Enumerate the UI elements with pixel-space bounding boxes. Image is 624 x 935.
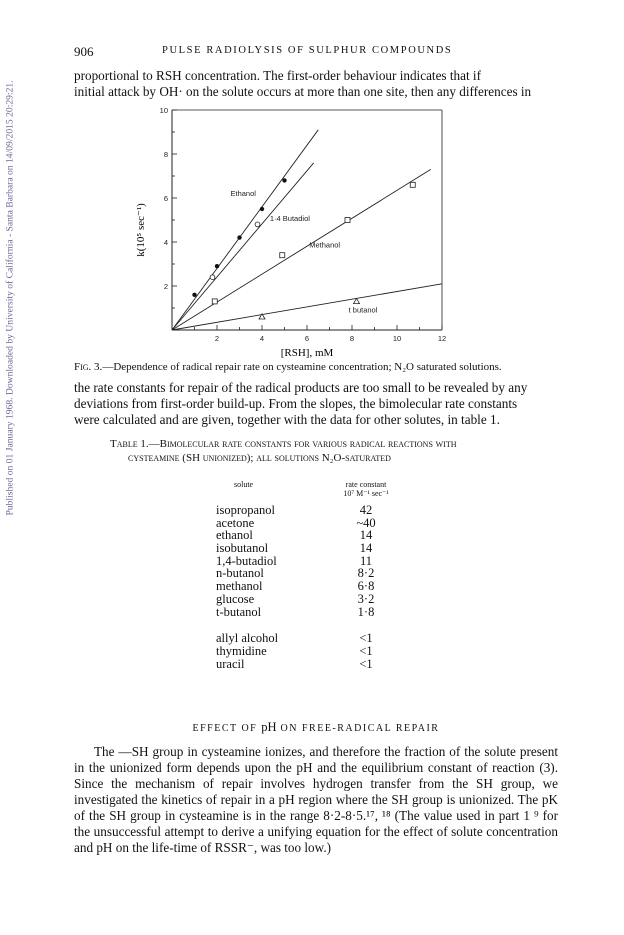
data-point: [255, 222, 260, 227]
y-tick-label: 8: [163, 150, 168, 159]
x-tick-label: 4: [259, 334, 265, 343]
table-row: [216, 580, 416, 593]
table-body-b: [216, 632, 416, 670]
caption-text: —Dependence of radical repair rate on cysteamine concentration; N₂O saturated solutions.: [102, 361, 502, 373]
section-heading-ph: pH: [261, 720, 277, 734]
x-tick-label: 2: [214, 334, 220, 343]
solute-name: ethanol: [216, 528, 253, 543]
y-tick-label: 10: [159, 106, 168, 115]
solute-name: thymidine: [216, 643, 267, 658]
data-point: [192, 293, 196, 297]
rate-value: 8·2: [357, 566, 375, 581]
section-heading-post: ON FREE-RADICAL REPAIR: [276, 723, 440, 734]
data-point: [282, 178, 286, 182]
rate-value: 14: [359, 528, 373, 543]
y-tick-label: 4: [163, 238, 168, 247]
x-tick-label: 12: [437, 334, 447, 343]
column-header-solute: solute: [234, 480, 254, 489]
series-label: 1·4 Butadiol: [269, 214, 310, 224]
y-axis-label: k(10⁵ sec⁻¹): [135, 203, 147, 257]
data-point: [215, 264, 219, 268]
download-watermark: Published on 01 January 1968. Downloaded by University of California - Santa Barbara on 14/09/2015 20:29:21.: [4, 80, 16, 516]
text-line: were calculated and are given, together with the data for other solutes, in table 1.: [74, 412, 500, 427]
fit-line: [172, 284, 442, 330]
rate-chart: [120, 100, 460, 358]
rate-value: 3·2: [357, 591, 375, 606]
table-row: [216, 606, 416, 619]
rate-value: 6·8: [357, 579, 375, 594]
solute-name: t-butanol: [216, 604, 262, 619]
data-point: [212, 299, 217, 304]
figure-caption: [74, 361, 558, 374]
rate-units: 10⁷ M⁻¹ sec⁻¹: [343, 489, 389, 498]
solute-name: 1,4-butadiol: [216, 553, 277, 568]
rate-table: [216, 480, 416, 670]
solute-name: acetone: [216, 515, 255, 530]
data-point: [280, 253, 285, 258]
rate-value: <1: [359, 643, 373, 658]
caption-lead: Fig. 3.: [74, 361, 103, 373]
rate-value: 1·8: [357, 604, 375, 619]
data-point: [345, 218, 350, 223]
column-header-rate: [331, 480, 401, 498]
fit-line: [172, 169, 431, 330]
solute-name: n-butanol: [216, 566, 264, 581]
table-row: [216, 504, 416, 517]
data-point: [237, 235, 241, 239]
series-labels: [231, 189, 378, 315]
data-point: [210, 275, 215, 280]
body-paragraph: [74, 744, 558, 856]
table-row: [216, 658, 416, 671]
solute-name: isobutanol: [216, 541, 269, 556]
table-title-line: Table 1.—Bimolecular rate constants for various radical reactions with: [110, 438, 457, 450]
solute-name: methanol: [216, 579, 263, 594]
table-row: [216, 593, 416, 606]
text-line: deviations from first-order build-up. From the slopes, the bimolecular rate constants: [74, 396, 518, 411]
fit-line: [172, 130, 318, 330]
x-tick-label: 6: [304, 334, 310, 343]
text-line: the rate constants for repair of the radical products are too small to be revealed by any: [74, 380, 528, 395]
section-heading-pre: EFFECT OF: [192, 723, 262, 734]
series-label: t butanol: [348, 305, 378, 315]
second-paragraph: [74, 380, 558, 428]
data-point: [410, 182, 415, 187]
y-tick-label: 2: [163, 282, 168, 291]
series-label: Ethanol: [230, 188, 256, 198]
rate-value: 42: [359, 503, 373, 517]
running-title: PULSE RADIOLYSIS OF SULPHUR COMPOUNDS: [162, 45, 453, 56]
solute-name: isopropanol: [216, 503, 276, 517]
solute-name: allyl alcohol: [216, 631, 279, 646]
rate-value: 14: [359, 541, 373, 556]
solute-name: uracil: [216, 656, 245, 671]
intro-paragraph: [74, 68, 558, 100]
rate-value: ~40: [356, 515, 376, 530]
x-tick-label: 8: [349, 334, 355, 343]
solute-name: glucose: [216, 591, 255, 606]
table-row: [216, 542, 416, 555]
text-line: initial attack by OH· on the solute occurs at more than one site, then any differences in: [74, 84, 532, 99]
body-text: The —SH group in cysteamine ionizes, and therefore the fraction of the solute present in the unionized form depends upon the pH and the equilibrium constant of reaction (3). Since the mechanism of repair involves hydrogen transfer from the SH group, we investigated the kinetics of repair in a pH region where the SH group is unionized. The pK of the SH group in cysteamine is in the range 8·2-8·5.¹⁷, ¹⁸ (The value used in part 1 ⁹ for the unsuccessful attempt to derive a unifying equation for the effect of solute concentration and pH on the life-time of RSSR⁻, was too low.): [74, 744, 558, 855]
table-title-line: cysteamine (SH unionized); all solutions N₂O-saturated: [128, 452, 391, 464]
x-tick-label: 10: [392, 334, 402, 343]
x-axis-label: [RSH], mM: [280, 347, 334, 358]
series-label: Methanol: [309, 240, 341, 250]
rate-value: <1: [359, 656, 373, 671]
rate-header-line: rate constant: [345, 480, 387, 489]
text-line: proportional to RSH concentration. The first-order behaviour indicates that if: [74, 68, 481, 83]
page-number: 906: [74, 44, 94, 59]
section-heading: [74, 720, 558, 735]
rate-value: <1: [359, 631, 373, 646]
table-title: [110, 437, 530, 465]
data-point: [260, 207, 264, 211]
y-tick-label: 6: [163, 194, 168, 203]
table-header: [216, 480, 416, 504]
table-row: [216, 645, 416, 658]
table-row: [216, 632, 416, 645]
table-body-a: [216, 504, 416, 618]
rate-value: 11: [359, 553, 373, 568]
